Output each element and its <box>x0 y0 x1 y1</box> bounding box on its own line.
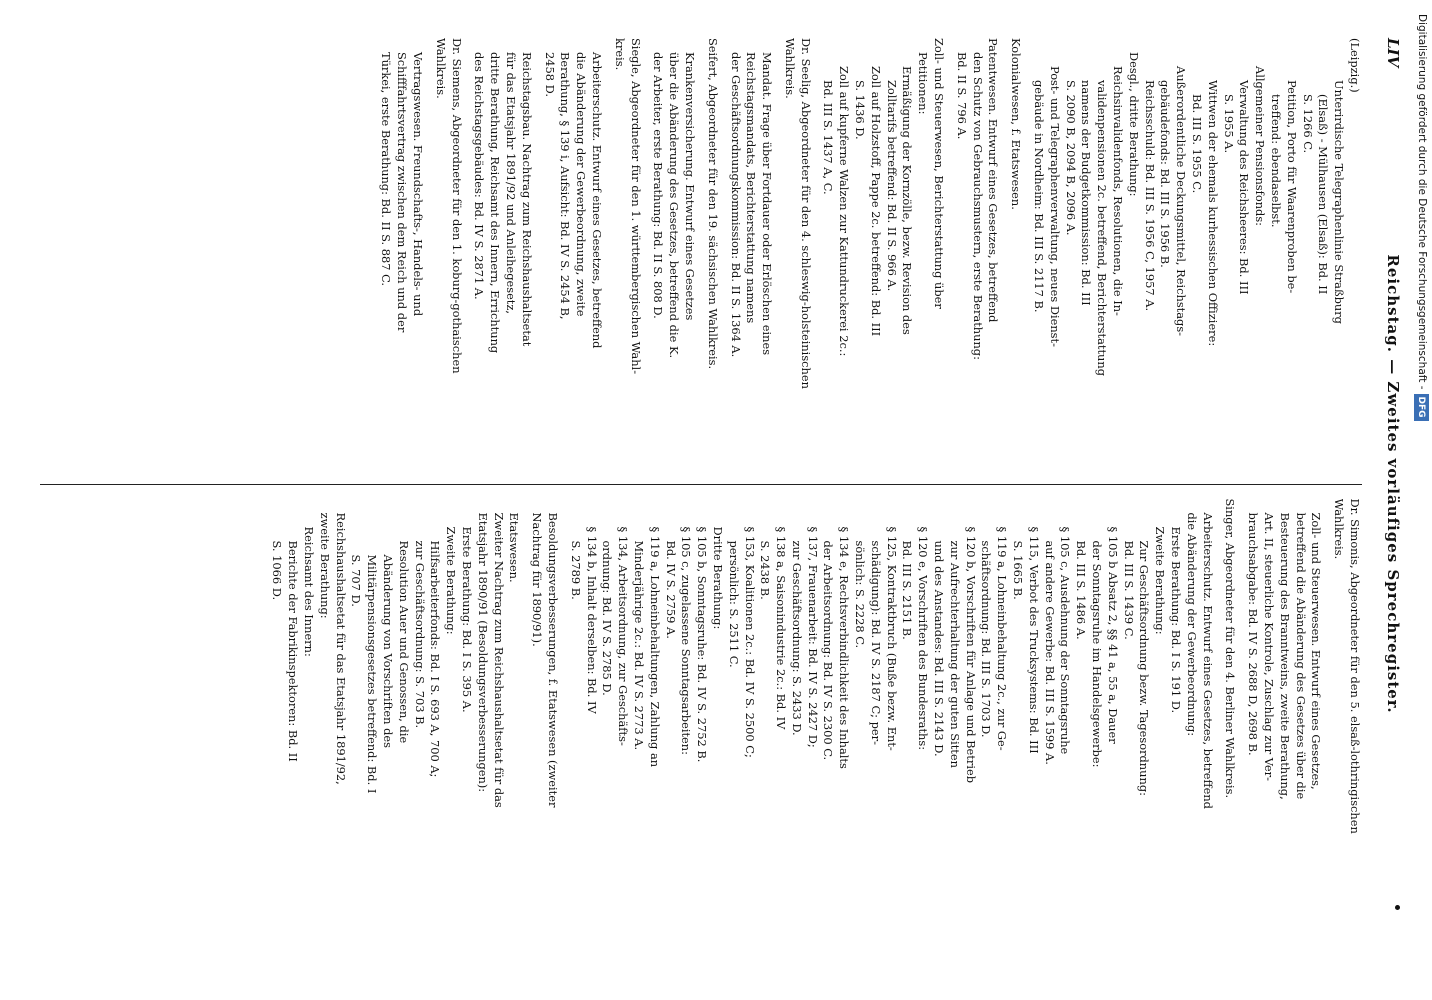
register-line: Minderjährige 2c.: Bd. IV S. 2773 A. <box>631 540 646 751</box>
register-line: Petition, Porto für Waarenproben be- <box>1284 80 1299 294</box>
entry-gap <box>697 38 704 470</box>
register-line: § 115, Verbot des Trucksystems: Bd. III <box>1026 526 1041 754</box>
register-line: Wahlkreis. <box>1332 498 1347 560</box>
register-line: S. 2789 B. <box>568 540 583 600</box>
register-line: S. 1955 A. <box>1221 94 1236 154</box>
register-line: S. 707 D. <box>349 554 364 607</box>
register-line: Besteuerung des Branntweins, zweite Berathung, <box>1277 512 1292 800</box>
register-line: S. 2090 B, 2094 B, 2096 A. <box>1063 80 1078 236</box>
register-line: Zweiter Nachtrag zum Reichshaushaltsetat für das <box>491 512 506 808</box>
register-line: § 125, Kontraktbruch (Buße bezw. Ent- <box>884 526 899 751</box>
register-line: § 105 c, zugelassene Sonntagsarbeiten: <box>679 526 694 755</box>
register-line: Dr. Siemens, Abgeordneter für den 1. koburg-gothaischen <box>449 38 464 374</box>
register-line: der Geschäftsordnungskommission: Bd. II S. 1364 A. <box>728 52 743 358</box>
register-line: Unterirdische Telegraphenlinie Straßburg <box>1332 80 1347 324</box>
register-line: Reichsamt des Innern: <box>302 526 316 657</box>
register-line: Bd. III S. 1439 C. <box>1121 540 1136 640</box>
register-line: (Leipzig.) <box>1348 38 1362 93</box>
register-line: Zolltarifs betreffend: Bd. II S. 966 A. <box>884 80 899 292</box>
register-line: Außerordentliche Deckungsmittel, Reichstags- <box>1174 66 1189 337</box>
register-line: der Sonntagsruhe im Handelsgewerbe: <box>1090 540 1105 768</box>
entry-gap <box>774 38 781 470</box>
register-line: 2458 D. <box>542 52 557 97</box>
register-line: Ermäßigung der Kornzölle, bezw. Revision des <box>900 66 915 335</box>
register-line: Zoll auf kupferne Walzen zur Kattundruckerei 2c.: <box>837 66 852 357</box>
register-line: § 105 c, Ausdehnung der Sonntagsruhe <box>1058 526 1073 755</box>
register-line: Reichsschuld: Bd. III S. 1956 C, 1957 A. <box>1142 80 1157 312</box>
register-line: Dritte Berathung: <box>710 526 725 630</box>
register-line: § 134 b, Inhalt derselben: Bd. IV <box>584 526 599 714</box>
entry-gap <box>813 38 820 470</box>
register-line: zur Aufrechterhaltung der guten Sitten <box>947 540 962 768</box>
entry-gap <box>643 38 650 470</box>
entry-gap <box>464 38 471 470</box>
register-line: Arbeiterschutz. Entwurf eines Gesetzes, betreffend <box>1200 512 1215 809</box>
page-header <box>1376 38 1402 930</box>
scan-dot-mark <box>1395 905 1400 910</box>
register-line: Nachtrag für 1890/91). <box>530 512 545 647</box>
register-line: Post- und Telegraphenverwaltung, neues Dienst- <box>1047 66 1062 347</box>
register-line: Verwaltung des Reichsheeres: Bd. III <box>1237 80 1252 295</box>
register-line: Militärpensionsgesetzes betreffend: Bd. I <box>365 554 380 794</box>
entry-gap <box>425 38 432 470</box>
register-line: Zoll auf Holzstoff, Pappe 2c. betreffend: Bd. III <box>868 66 883 337</box>
register-line: zur Geschäftsordnung: S. 2433 D. <box>789 540 804 736</box>
register-line: Zur Geschäftsordnung bezw. Tagesordnung: <box>1137 540 1152 796</box>
register-line: über die Abänderung des Gesetzes, betreffend die K. <box>667 52 682 359</box>
register-line: § 153, Koalitionen 2c.: Bd. IV S. 2500 C; <box>742 526 757 758</box>
register-line: Vertragswesen. Freundschafts-, Handels- und <box>410 52 425 317</box>
register-line: der Arbeiter, erste Berathung: Bd. II S. 808 D. <box>651 52 666 319</box>
register-line: (Elsaß) - Mülhausen (Elsaß): Bd. II <box>1316 94 1331 295</box>
register-line: gebäude in Nordheim: Bd. III S. 2117 B. <box>1032 80 1047 313</box>
register-line: Türkei, erste Berathung: Bd. II S. 887 C. <box>379 52 394 287</box>
digitization-credit <box>1414 8 1430 992</box>
entry-gap <box>560 499 567 931</box>
entry-gap <box>1000 38 1007 470</box>
register-line: betreffend die Abänderung des Gesetzes über die <box>1293 512 1308 800</box>
register-line: Dr. Seelig, Abgeordneter für den 4. schleswig-holsteinischen <box>798 38 813 389</box>
register-line: gebäudefonds: Bd. III S. 1956 B. <box>1158 80 1173 268</box>
register-line: § 120 e, Vorschriften des Bundesraths: <box>916 526 931 751</box>
register-line: Reichstagsbau. Nachtrag zum Reichshaushaltsetat <box>519 52 534 347</box>
entry-gap <box>1023 38 1030 470</box>
running-title: Reichstag. — Zweites vorläufiges Sprechregister. <box>1384 254 1402 714</box>
register-line: Zoll- und Steuerwesen. Entwurf eines Gesetzes, <box>1309 512 1324 790</box>
register-line: Zweite Berathung: <box>1153 526 1168 635</box>
register-line: ordnung: Bd. IV S. 2785 D. <box>600 540 615 696</box>
register-line: Bd. III S. 1437 A, C. <box>821 80 836 195</box>
register-line: kreis. <box>612 38 627 71</box>
register-line: zweite Berathung: <box>317 512 332 619</box>
entry-gap <box>1323 499 1330 931</box>
register-line: Besoldungsverbesserungen, f. Etatswesen (zweiter <box>545 512 560 808</box>
register-line: brauchsabgabe: Bd. IV S. 2688 D, 2698 B. <box>1246 512 1261 756</box>
register-line: Erste Berathung: Bd. I S. 191 D. <box>1169 526 1184 714</box>
register-line: die Abänderung der Gewerbeordnung, zweite <box>574 52 589 317</box>
right-column <box>40 484 1362 931</box>
register-line: Etatswesen. <box>507 512 522 583</box>
register-line: Arbeiterschutz. Entwurf eines Gesetzes, betreffend <box>589 52 604 349</box>
register-line: § 137, Frauenarbeit: Bd. IV S. 2427 D; <box>805 526 820 748</box>
register-line: des Reichstagsgebäudes: Bd. IV S. 2871 A. <box>472 52 487 300</box>
register-line: § 105 b Absatz 2, §§ 41 a, 55 a, Dauer <box>1105 526 1120 744</box>
register-line: Kolonialwesen, f. Etatswesen. <box>1009 38 1024 210</box>
register-line: die Abänderung der Gewerbeordnung: <box>1184 512 1199 737</box>
register-line: S. 1066 D. <box>270 540 285 601</box>
page-number: LIV <box>1384 38 1402 68</box>
register-line: zur Geschäftsordnung: S. 703 B. <box>412 540 427 729</box>
register-line: für das Etatsjahr 1891/92 und Anleihegesetz, <box>503 52 518 315</box>
entry-gap <box>1237 499 1244 931</box>
register-line: Wahlkreis. <box>433 38 448 99</box>
register-line: S. 2438 B. <box>758 540 773 600</box>
register-line: Seifert, Abgeordneter für den 19. sächsischen Wahlkreis. <box>705 38 720 370</box>
register-line: Bd. IV S. 2759 A. <box>663 540 678 639</box>
register-line: § 120 b, Vorschriften für Anlage und Betrieb <box>963 526 978 783</box>
register-line: dritte Berathung, Reichsamt des Innern, Errichtung <box>488 52 503 354</box>
register-line: Hilfsarbeiterfonds: Bd. I S. 693 A, 700 A; <box>428 540 443 778</box>
register-line: auf andere Gewerbe: Bd. III S. 1599 A. <box>1042 540 1057 765</box>
entry-gap <box>720 38 727 470</box>
register-line: Petitionen: <box>916 52 931 115</box>
register-line: Reichsinvalidenfonds, Resolutionen, die In- <box>1111 66 1126 316</box>
register-line: Desgl., dritte Berathung: <box>1126 52 1141 197</box>
register-line: § 134 e, Rechtsverbindlichkeit des Inhalts <box>837 526 852 769</box>
register-line: Patentwesen. Entwurf eines Gesetzes, betreffend <box>986 38 1001 323</box>
register-line: und des Anstandes: Bd. III S. 2143 D. <box>932 540 947 757</box>
register-line: § 134, Arbeitsordnung, zur Geschäfts- <box>616 526 631 746</box>
register-line: Bd. III S. 1955 C. <box>1190 94 1205 194</box>
credit-text: Digitalisierung gefördert durch die Deutsche Forschungsgemeinschaft - <box>1416 14 1428 390</box>
register-line: sönlich: S. 2228 C. <box>853 540 868 649</box>
entry-gap <box>604 38 611 470</box>
dfg-logo: DFG <box>1414 394 1429 421</box>
register-line: treffend: ebendaselbst. <box>1269 94 1284 228</box>
register-line: Krankenversicherung. Entwurf eines Gesetzes <box>682 52 697 321</box>
register-line: Singer, Abgeordneter für den 4. Berliner Wahlkreis. <box>1223 498 1238 799</box>
register-line: Schifffahrtsvertrag zwischen dem Reich und der <box>395 52 410 333</box>
register-line: Allgemeiner Pensionsfonds: <box>1253 66 1268 227</box>
register-line: Erste Berathung: Bd. I S. 395 A. <box>459 526 474 713</box>
register-line: Zweite Berathung: <box>444 526 459 635</box>
register-line: schäftsordnung: Bd. III S. 1703 D. <box>979 540 994 738</box>
register-line: Dr. Simonis, Abgeordneter für den 5. elsaß-lothringischen <box>1348 498 1362 834</box>
register-line: S. 1266 C. <box>1300 94 1315 154</box>
register-line: Etatsjahr 1890/91 (Besoldungsverbesserungen): <box>475 512 490 793</box>
register-line: namens der Budgetkommission: Bd. III <box>1079 80 1094 306</box>
register-line: § 105 b, Sonntagsruhe: Bd. IV S. 2752 B. <box>695 526 710 763</box>
register-line: Resolution Auer und Genossen, die <box>396 540 411 744</box>
entry-gap <box>946 38 953 470</box>
register-line: Berathung, § 139 i, Aufsicht: Bd. IV S. 2454 B, <box>558 52 573 320</box>
register-line: den Schutz von Gebrauchsmustern, erste Berathung: <box>970 52 985 360</box>
register-line: schädigung): Bd. IV S. 2187 C; per- <box>868 540 883 745</box>
register-columns <box>40 38 1362 930</box>
register-line: Zoll- und Steuerwesen, Berichterstattung über <box>932 38 947 309</box>
register-line: Mandat. Frage über Fortdauer oder Erlöschen eines <box>760 52 775 356</box>
register-line: persönlich: S. 2511 C. <box>726 540 741 668</box>
entry-gap <box>534 38 541 470</box>
register-line: S. 1436 D. <box>853 80 868 140</box>
register-line: validenpensionen 2c. betreffend, Berichterstattung <box>1095 80 1110 377</box>
register-line: Art. II, steuerliche Kontrole, Zuschlag zur Ver- <box>1262 512 1277 781</box>
register-line: Reichstagsmandats, Berichterstattung namens <box>744 52 759 324</box>
register-line: Bd. III S. 1486 A. <box>1074 540 1089 640</box>
register-line: Wahlkreis. <box>782 38 797 99</box>
register-line: § 138 a, Saisonindustrie 2c.: Bd. IV <box>774 526 789 730</box>
entry-gap <box>1215 499 1222 931</box>
register-line: § 119 a, Lohneinbehaltungen, Zahlung an <box>647 526 662 768</box>
register-line: Reichshaushaltsetat für das Etatsjahr 1891/92, <box>333 512 348 785</box>
register-line: S. 1665 B. <box>1011 540 1026 600</box>
register-line: Berichte der Fabrikinspektoren: Bd. II <box>286 540 301 762</box>
register-line: Siegle, Abgeordneter für den 1. württembergischen Wahl- <box>628 38 643 375</box>
register-line: Bd. III S. 2151 B. <box>900 540 915 640</box>
register-line: Wittwen der ehemals kurhessischen Offiziere: <box>1205 80 1220 347</box>
register-line: § 119 a, Lohneinbehaltung 2c., zur Ge- <box>995 526 1010 751</box>
register-line: Abänderung von Vorschriften des <box>380 554 395 748</box>
register-line: der Arbeitsordnung: Bd. IV S. 2300 C. <box>821 540 836 761</box>
left-column <box>40 38 1362 484</box>
entry-gap <box>521 499 528 931</box>
register-line: Bd. II S. 796 A. <box>954 52 969 140</box>
